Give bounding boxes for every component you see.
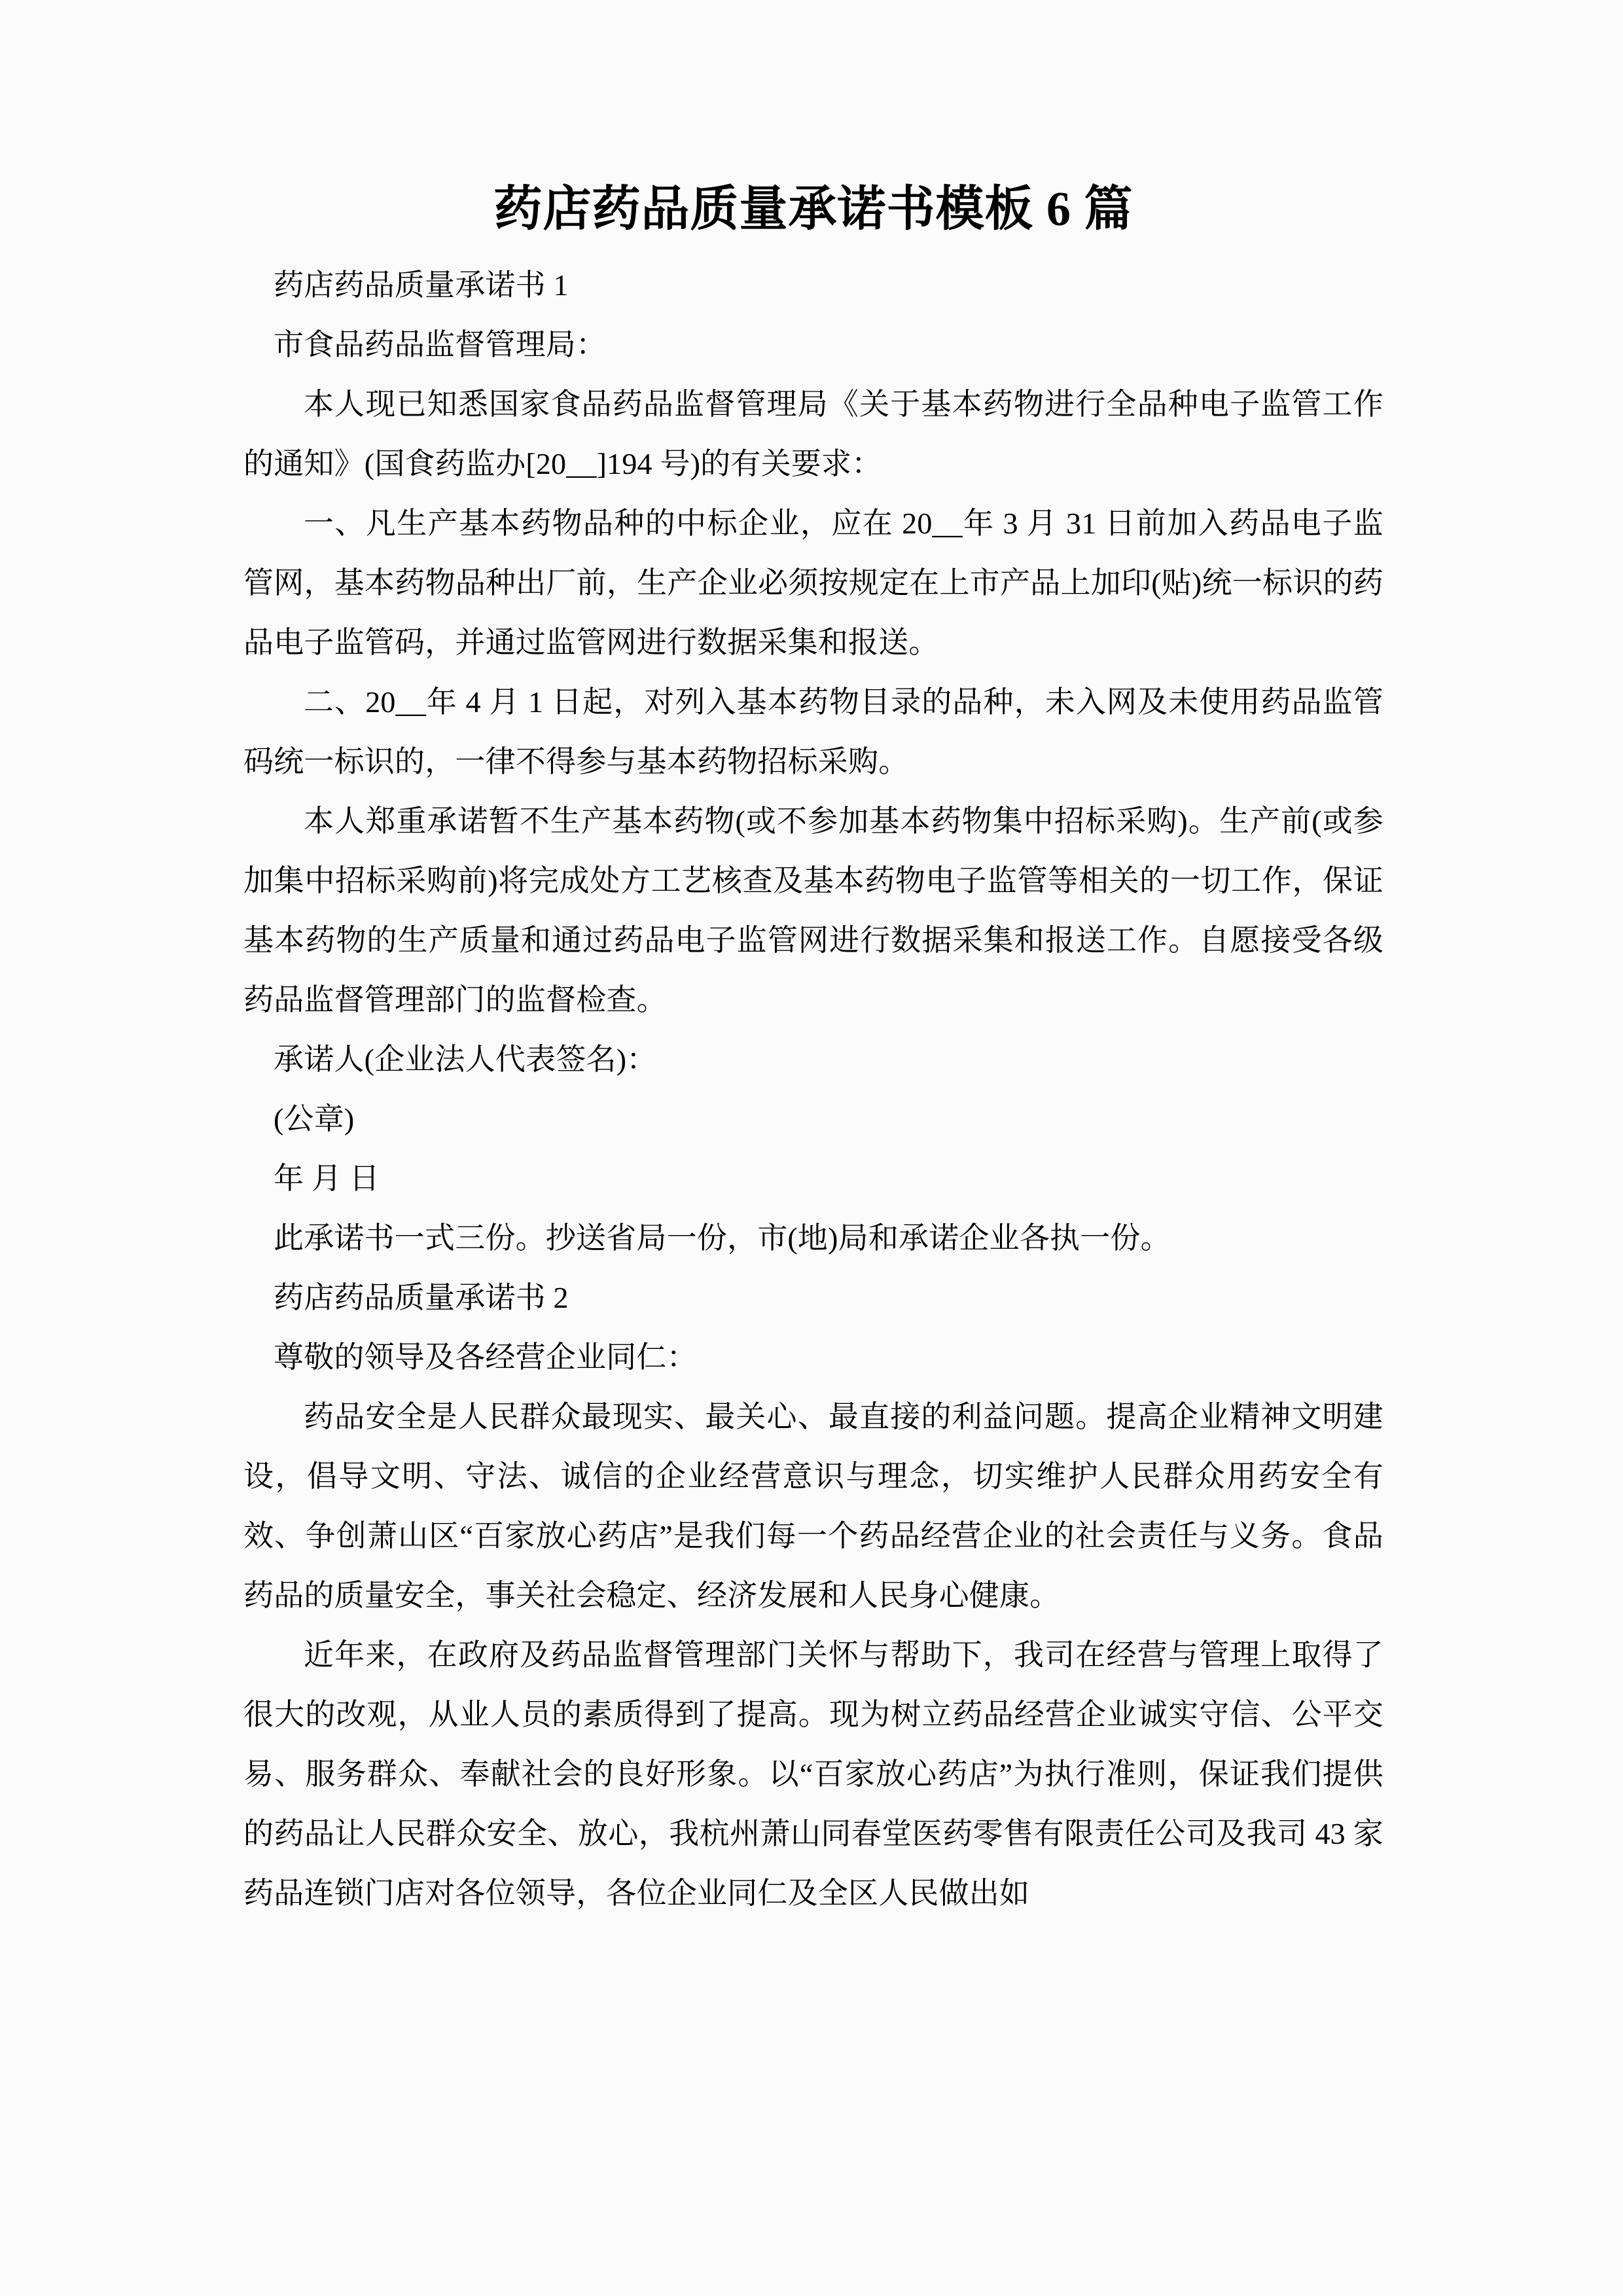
section-2-paragraph-2: 近年来，在政府及药品监督管理部门关怀与帮助下，我司在经营与管理上取得了很大的改观，从业人员的素质得到了提高。现为树立药品经营企业诚实守信、公平交易、服务群众、奉献社会的良好形象。以“百家放心药店”为执行准则，保证我们提供的药品让人民群众安全、放心，我杭州萧山同春堂医药零售有限责任公司及我司 43 家药品连锁门店对各位领导，各位企业同仁及全区人民做出如	[243, 1638, 1383, 1910]
page-title: 药店药品质量承诺书模板 6 篇	[493, 183, 1133, 236]
signer-label: 承诺人(企业法人代表签名)：	[274, 1043, 657, 1076]
copies-note: 此承诺书一式三份。抄送省局一份，市(地)局和承诺企业各执一份。	[274, 1221, 1171, 1255]
section-2-salutation: 尊敬的领导及各经营企业同仁：	[274, 1340, 697, 1374]
addressee-line: 市食品药品监督管理局：	[274, 328, 607, 361]
clause-two-paragraph: 二、20__年 4 月 1 日起，对列入基本药物目录的品种，未入网及未使用药品监管码统一标识的，一律不得参与基本药物招标采购。	[243, 685, 1383, 778]
clause-one-paragraph: 一、凡生产基本药物品种的中标企业，应在 20__年 3 月 31 日前加入药品电子监管网，基本药物品种出厂前，生产企业必须按规定在上市产品上加印(贴)统一标识的药品电子监管码，并通过监管网进行数据采集和报送。	[243, 507, 1383, 659]
seal-label: (公章)	[274, 1102, 355, 1136]
date-label: 年 月 日	[274, 1162, 380, 1195]
intro-paragraph: 本人现已知悉国家食品药品监督管理局《关于基本药物进行全品种电子监管工作的通知》(国食药监办[20__]194 号)的有关要求：	[243, 387, 1383, 480]
document-content	[243, 175, 1383, 1923]
section-2-heading: 药店药品质量承诺书 2	[274, 1281, 569, 1314]
section-1-heading: 药店药品质量承诺书 1	[274, 268, 569, 302]
pledge-paragraph: 本人郑重承诺暂不生产基本药物(或不参加基本药物集中招标采购)。生产前(或参加集中招标采购前)将完成处方工艺核查及基本药物电子监管等相关的一切工作，保证基本药物的生产质量和通过药品电子监管网进行数据采集和报送工作。自愿接受各级药品监督管理部门的监督检查。	[243, 804, 1383, 1016]
section-2-paragraph-1: 药品安全是人民群众最现实、最关心、最直接的利益问题。提高企业精神文明建设，倡导文明、守法、诚信的企业经营意识与理念，切实维护人民群众用药安全有效、争创萧山区“百家放心药店”是我们每一个药品经营企业的社会责任与义务。食品药品的质量安全，事关社会稳定、经济发展和人民身心健康。	[243, 1400, 1383, 1612]
